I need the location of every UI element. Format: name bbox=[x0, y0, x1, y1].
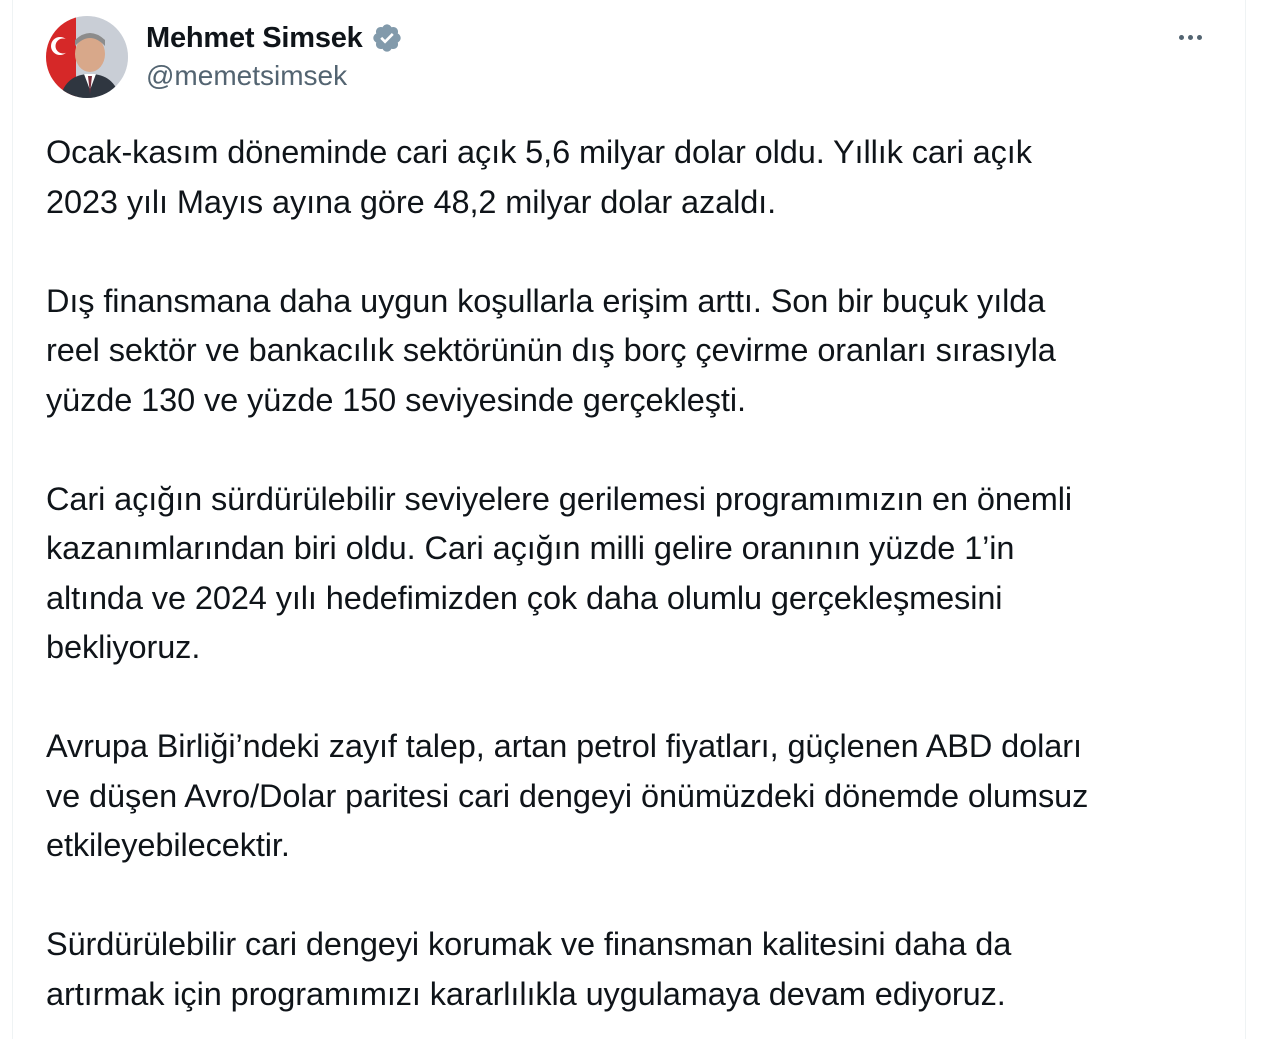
more-options-button[interactable] bbox=[1168, 20, 1212, 54]
tweet-text bbox=[46, 128, 1226, 1019]
author-handle[interactable]: @memetsimsek bbox=[146, 60, 348, 91]
verified-badge-icon[interactable] bbox=[371, 22, 403, 54]
author-avatar[interactable] bbox=[46, 16, 128, 98]
more-horizontal-icon-dot bbox=[1197, 35, 1202, 40]
tweet-paragraph: Avrupa Birliği’ndeki zayıf talep, artan petrol fiyatları, güçlenen ABD doları ve düşen Avro/Dolar paritesi cari dengeyi önümüzdeki dönemde olumsuz etkileyebilecektir. bbox=[46, 728, 1089, 863]
author-name-row bbox=[146, 18, 403, 58]
more-horizontal-icon bbox=[1179, 35, 1184, 40]
tweet-paragraph: Dış finansmana daha uygun koşullarla erişim arttı. Son bir buçuk yılda reel sektör ve bankacılık sektörünün dış borç çevirme oranları sırasıyla yüzde 130 ve yüzde 150 seviyesinde gerçekleşti. bbox=[46, 282, 1056, 418]
author-display-name[interactable]: Mehmet Simsek bbox=[146, 21, 363, 54]
tweet-paragraph: Cari açığın sürdürülebilir seviyelere gerilemesi programımızın en önemli kazanımlarından biri oldu. Cari açığın milli gelire oranının yüzde 1’in altında ve 2024 yılı hedefimizden çok daha olumlu gerçekleşmesini bekliyoruz. bbox=[46, 480, 1072, 665]
tweet-paragraph: Ocak-kasım döneminde cari açık 5,6 milyar dolar oldu. Yıllık cari açık 2023 yılı Mayıs ayına göre 48,2 milyar dolar azaldı. bbox=[46, 134, 1032, 220]
tweet-paragraph: Sürdürülebilir cari dengeyi korumak ve finansman kalitesini daha da artırmak için programımızı kararlılıkla uygulamaya devam ediyoruz. bbox=[46, 926, 1012, 1012]
more-horizontal-icon-dot bbox=[1188, 35, 1193, 40]
